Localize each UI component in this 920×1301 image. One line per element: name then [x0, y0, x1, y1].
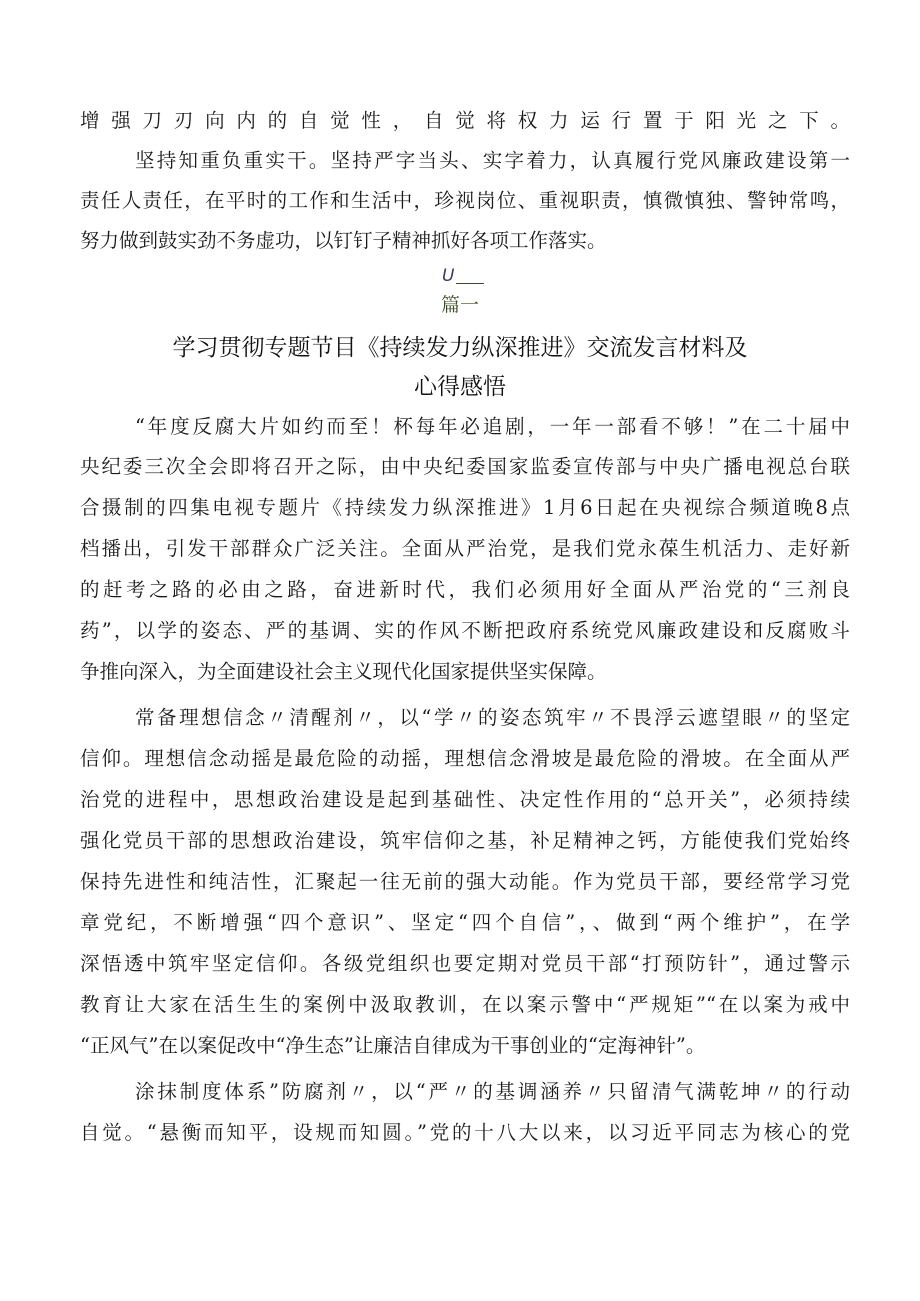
body-line: 治党的进程中，思想政治建设是起到基础性、决定性作用的“总开关”，必须持续 — [80, 788, 850, 811]
intro-line: 增强刀刃向内的自觉性，自觉将权力运行置于阳光之下。 — [80, 109, 850, 132]
section-label: 篇一 — [440, 294, 479, 316]
body-line: 常备理想信念〃清醒剂〃，以“学〃的姿态筑牢〃不畏浮云遮望眼〃的坚定 — [135, 706, 850, 729]
intro-line: 责任人责任，在平时的工作和生活中，珍视岗位、重视职责，慎微慎独、警钟常鸣， — [80, 189, 850, 212]
intro-line: 坚持知重负重实干。坚持严字当头、实字着力，认真履行党风廉政建设第一 — [135, 149, 850, 172]
body-line: “年度反腐大片如约而至！杯每年必追剧，一年一部看不够！”在二十届中 — [135, 415, 850, 438]
body-line: 章党纪，不断增强“四个意识”、坚定“四个自信”，、做到“两个维护”，在学 — [80, 911, 850, 934]
section-marker: U — [442, 266, 455, 286]
body-line: 的赶考之路的必由之路，奋进新时代，我们必须用好全面从严治党的“三剂良 — [80, 578, 850, 601]
body-line: 档播出，引发干部群众广泛关注。全面从严治党，是我们党永葆生机活力、走好新 — [80, 537, 850, 560]
body-line: 深悟透中筑牢坚定信仰。各级党组织也要定期对党员干部“打预防针”，通过警示 — [80, 952, 850, 975]
body-line: 强化党员干部的思想政治建设，筑牢信仰之基，补足精神之钙，方能使我们党始终 — [80, 829, 850, 852]
document-title: 学习贯彻专题节目《持续发力纵深推进》交流发言材料及 — [172, 335, 748, 361]
body-line: 保持先进性和纯洁性，汇聚起一往无前的强大动能。作为党员干部，要经常学习党 — [80, 870, 850, 893]
body-line: 涂抹制度体系”防腐剂〃，以“严〃的基调涵养〃只留清气满乾坤〃的行动 — [135, 1080, 850, 1103]
body-line: 央纪委三次全会即将召开之际，由中央纪委国家监委宣传部与中央广播电视总台联 — [80, 455, 850, 478]
intro-line: 努力做到鼓实劲不务虚功，以钉钉子精神抓好各项工作落实。 — [80, 229, 607, 252]
body-line: “正风气”在以案促改中“净生态”让廉洁自律成为干事创业的“定海神针”。 — [80, 1034, 706, 1057]
body-line: 信仰。理想信念动摇是最危险的动摇，理想信念滑坡是最危险的滑坡。在全面从严 — [80, 747, 850, 770]
body-line: 争推向深入，为全面建设社会主义现代化国家提供坚实保障。 — [80, 660, 607, 683]
document-title-continued: 心得感悟 — [414, 374, 506, 400]
marker-underline — [456, 283, 484, 284]
body-line: 自觉。“悬衡而知平，设规而知圆。”党的十八大以来，以习近平同志为核心的党 — [80, 1121, 850, 1144]
body-line: 合摄制的四集电视专题片《持续发力纵深推进》1月6日起在央视综合频道晚8点 — [80, 496, 850, 519]
body-line: 教育让大家在活生生的案例中汲取教训，在以案示警中“严规矩”“在以案为戒中 — [80, 993, 850, 1016]
body-line: 药”，以学的姿态、严的基调、实的作风不断把政府系统党风廉政建设和反腐败斗 — [80, 619, 850, 642]
